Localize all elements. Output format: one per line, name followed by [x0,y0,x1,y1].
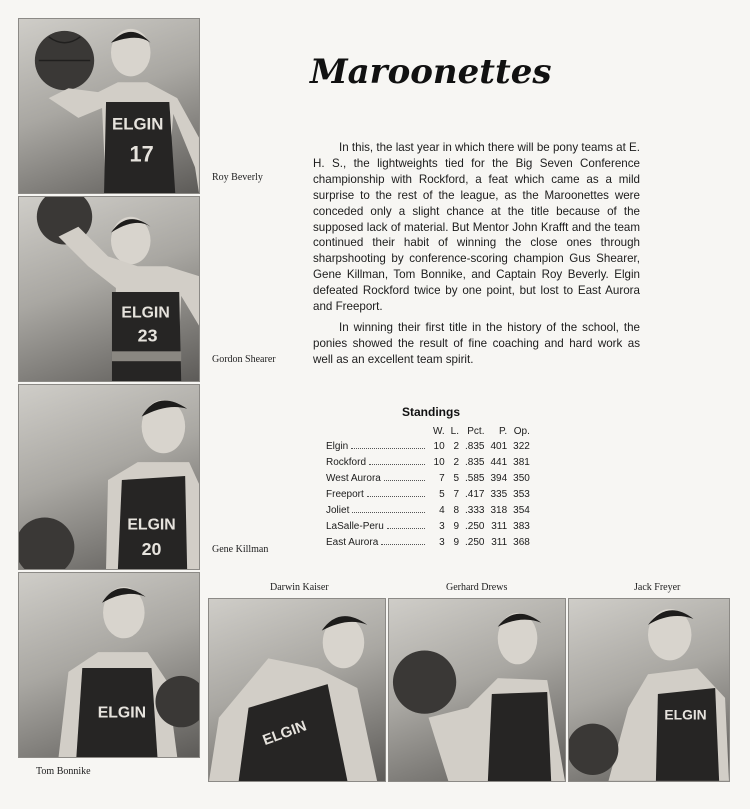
caption-darwin-kaiser: Darwin Kaiser [270,582,329,593]
column-header-wins: W. [433,425,445,437]
column-header-losses: L. [450,425,460,437]
jersey-text: ELGIN [260,718,309,749]
losses-cell: 8 [453,504,460,516]
dot-leader [367,496,425,497]
points-cell: 311 [491,520,508,532]
team-cell [326,438,430,454]
opponent-points-cell: 381 [513,456,530,468]
table-row [326,438,533,454]
caption-jack-freyer: Jack Freyer [634,582,681,593]
wins-cell: 10 [433,456,445,468]
jersey-number: 23 [137,325,158,346]
jersey-text: ELGIN [97,704,147,722]
wins-cell: 3 [439,536,445,548]
dot-leader [384,480,425,481]
losses-cell: 2 [453,440,460,452]
pct-cell: .835 [465,440,485,452]
caption-roy-beverly: Roy Beverly [212,172,263,183]
wins-cell: 3 [439,520,445,532]
player-illustration [209,599,385,781]
pct-cell: .250 [465,520,485,532]
pct-cell: .250 [465,536,485,548]
pct-cell: .585 [465,472,485,484]
jersey-text: ELGIN [112,114,164,134]
table-row [326,502,533,518]
team-cell [326,518,430,534]
jersey-number: 17 [129,141,154,167]
team-name: Joliet [326,504,350,516]
losses-cell: 7 [453,488,460,500]
pct-cell: .417 [465,488,485,500]
opponent-points-cell: 354 [513,504,530,516]
column-header-points: P. [499,425,508,437]
opponent-points-cell: 383 [513,520,530,532]
table-row [326,486,533,502]
points-cell: 441 [490,456,508,468]
team-name: LaSalle-Peru [326,520,384,532]
team-name: Rockford [326,456,367,468]
dot-leader [369,464,425,465]
team-cell [326,502,430,518]
dot-leader [351,448,425,449]
pct-cell: .835 [465,456,485,468]
team-name: Freeport [326,488,364,500]
player-illustration [569,599,729,781]
dot-leader [381,544,425,545]
dot-leader [387,528,425,529]
opponent-points-cell: 322 [513,440,530,452]
table-row [326,454,533,470]
team-name: Elgin [326,440,349,452]
photo-gerhard-drews [388,598,566,782]
team-cell [326,486,430,502]
points-cell: 394 [490,472,508,484]
page-title: Maroonettes [310,52,552,92]
points-cell: 335 [490,488,508,500]
team-cell [326,470,430,486]
column-header-opponent-points: Op. [513,425,530,437]
points-cell: 318 [490,504,508,516]
article-paragraph: In winning their first title in the history of the school, the ponies showed the result of fine coaching and hard work as well as an excellent team spirit. [313,320,640,366]
losses-cell: 5 [453,472,460,484]
opponent-points-cell: 353 [513,488,530,500]
points-cell: 311 [491,536,508,548]
jersey-text: ELGIN [664,706,707,723]
article-paragraph: In this, the last year in which there will be pony teams at E. H. S., the lightweights tied for the Big Seven Conference championship with Rockford, a feat which came as a mild surprise to the rest of the league, as the Maroonettes were conceded only a slight chance at the title because of the supposed lack of material. But Mentor John Krafft and the team continued their habit of winning the close ones through sharpshooting by conference-scoring champion Gus Shearer, Gene Killman, Tom Bonnike, and Captain Roy Beverly. Elgin defeated Rockford twice by one point, but lost to East Aurora and Freeport. [313,141,640,314]
column-header-pct: Pct. [467,425,485,437]
photo-gene-killman [18,384,200,570]
standings-header-row [326,424,533,438]
team-cell [326,534,430,550]
team-cell [326,454,430,470]
table-row [326,534,533,550]
article-body [313,140,640,373]
photo-darwin-kaiser [208,598,386,782]
wins-cell: 4 [439,504,445,516]
standings-table [326,424,533,550]
wins-cell: 5 [439,488,445,500]
player-illustration [19,385,199,569]
table-row [326,518,533,534]
dot-leader [352,512,425,513]
column-header-team [326,424,430,438]
caption-tom-bonnike: Tom Bonnike [36,766,91,777]
photo-jack-freyer [568,598,730,782]
points-cell: 401 [490,440,508,452]
player-illustration [19,19,199,193]
caption-gene-killman: Gene Killman [212,544,269,555]
jersey-text: ELGIN [127,516,176,534]
pct-cell: .333 [465,504,485,516]
team-name: West Aurora [326,472,381,484]
team-name: East Aurora [326,536,379,548]
wins-cell: 10 [433,440,445,452]
jersey-number: 20 [141,539,162,560]
player-illustration [389,599,565,781]
table-row [326,470,533,486]
photo-roy-beverly [18,18,200,194]
caption-gordon-shearer: Gordon Shearer [212,354,276,365]
opponent-points-cell: 350 [513,472,530,484]
wins-cell: 7 [439,472,445,484]
losses-cell: 2 [453,456,460,468]
losses-cell: 9 [453,520,460,532]
jersey-text: ELGIN [121,304,170,322]
opponent-points-cell: 368 [513,536,530,548]
losses-cell: 9 [453,536,460,548]
player-illustration [19,573,199,757]
player-illustration [19,197,199,381]
photo-gordon-shearer [18,196,200,382]
caption-gerhard-drews: Gerhard Drews [446,582,508,593]
standings-title: Standings [402,405,461,419]
photo-tom-bonnike [18,572,200,758]
